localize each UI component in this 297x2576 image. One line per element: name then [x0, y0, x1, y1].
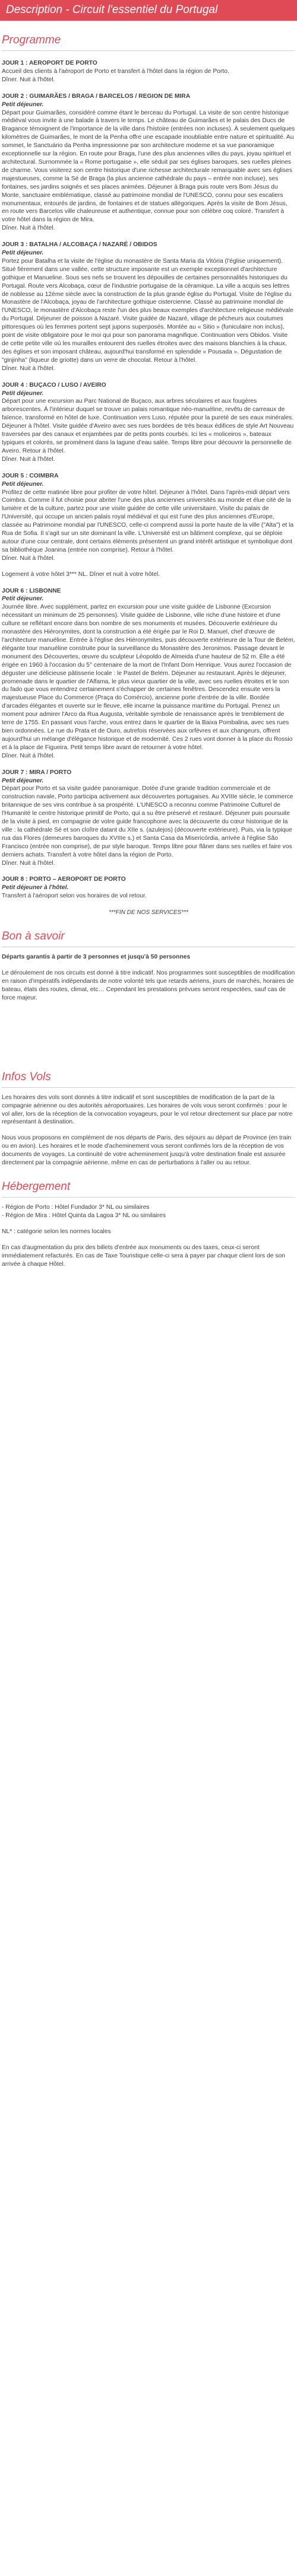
day-block	[2, 381, 295, 464]
hebergement-line: - Région de Porto : Hôtel Fundador 3* NL ou similaires	[2, 1203, 150, 1211]
day-description: Journée libre. Avec supplément, partez en excursion pour une visite guidée de Lisbonne (Excursion nécessitant un minimum de 25 personnes). Visite guidée de Lisbonne, ville riche d'une histoire et d'une culture se reflétant encore dans bon nombre de ses monuments et musées. Découverte extérieure du monastère des Hiéronymites, dont la construction a été érigée par le Roi D. Manuel, chef d'œuvre de l'architecture manuéline. Entrée à l'église des Hiéronymites, puis découverte extérieure de la Tour de Belém, élégante tour manuéline construite pour la surveillance du Monastère des Jeronimos. Passage devant le monument des Découvertes, œuvre du sculpteur Léopoldo de Almeida d'une hauteur de 52 m. Élle a été érigée en 1960 à l'occasion du 5° centenaire de la mort de l'Infant Dom Henrique. Vous aurez l'occasion de déguster une délicieuse pâtisserie locale : le Pastel de Belém. Déjeuner au restaurant. Après le déjeuner, promenade dans le quartier de l'Alfama, le plus vieux quartier de la ville, avec ses ruelles étroites et le son du fado que vous entendrez certainement s'échapper de certaines fenêtres. Descendez ensuite vers la majestueuse Place du Commerce (Praça do Comércio), ancienne porte d'entrée de la ville. Bordée d'arcades élégantes et ouverte sur le fleuve, elle incarne la puissance maritime du Portugal. Prenez un moment pour admirer l'Arco da Rua Augusta, véritable symbole de renaissance après le tremblement de terre de 1755. En passant vous l'arche, vous entrez dans le quartier de la Baixa Pombalina, avec ses rues bien ordonnées. Le rue du Prata et de Ouro, autrefois réservées aux orfèvres et aux changeurs, offrent aujourd'hui un mélange d'élégance historique et de modernité. Ces 2 rues vont donner à la place du Rossio et à la place de Figueira. Petit temps libre avant de retourner à votre hôtel.	[2, 604, 295, 751]
day-title: JOUR 8 : PORTO – AEROPORT DE PORTO	[2, 876, 126, 883]
day-dinner: Dîner. Nuit à l'hôtel.	[2, 456, 55, 463]
day-block	[2, 241, 295, 373]
day-block	[2, 587, 295, 760]
day-meal: Petit déjeuner.	[2, 480, 44, 488]
day-dinner: Dîner. Nuit à l'hôtel.	[2, 752, 55, 759]
hebergement-section	[2, 1203, 295, 1268]
day-meal: Petit déjeuner.	[2, 777, 44, 784]
day-dinner: Dîner. Nuit à l'hôtel.	[2, 365, 55, 372]
programme-heading: Programme	[2, 33, 295, 51]
day-block	[2, 93, 295, 233]
end-note: ***FIN DE NOS SERVICES***	[109, 909, 188, 916]
hebergement-heading: Hébergement	[2, 1179, 295, 1198]
bon-a-savoir-lead: Départs garantis à partir de 3 personnes et jusqu'à 50 personnes	[2, 954, 191, 961]
day-description: Départ pour Guimarães, considéré comme étant le berceau du Portugal. La visite de son centre historique médiéval vous invite à une balade à travers le temps. Le château de Guimarães et le palais des Ducs de Bragance témoignent de l'importance de la ville dans l'histoire (entrées non incluses). À seulement quelques kilomètres de Guimarães, le mont de la Penha offre une escapade inoubliable entre nature et spiritualité. Au sommet, le Sanctuário da Penha impressionne par son architecture moderne et sa vue panoramique exceptionnelle sur la région. En route pour Braga, l'une des plus anciennes villes du pays, joyau spirituel et architectural. Surnommée la « Rome portugaise », elle séduit par ses églises baroques, ses ruelles pleines de charme. Vous visiterez son centre historique d'une richesse architecturale remarquable avec ses églises majestueuses, comme la Sé de Braga (la plus ancienne cathédrale du pays – entrée non incluse), ses fontaines, ses jardins soignés et ses places animées. Déjeuner à Braga puis route vers Bom Jésus du Monte, sanctuaire emblématique, classé au patrimoine mondial de l'UNESCO, connu pour ses escaliers monumentaux, entourés de jardins, de fontaines et de statues allégoriques. Après la visite de Bom Jésus, en route vers Barcelos ville chaleureuse et authentique, connue pour son célèbre coq coloré. Transfert à votre hôtel dans la région de Mira.	[2, 109, 295, 224]
day-dinner: Dîner. Nuit à l'hôtel.	[2, 859, 55, 867]
day-description: Départ pour Porto et sa visite guidée panoramique. Dotée d'une grande tradition commerciale et de construction navale, Porto participa activement aux découvertes portugaises. Au XVIIIe siècle, le commerce britannique de ses vins contribue à sa prospérité. L'UNESCO a reconnu comme Patrimoine Culturel de l'Humanité le centre historique primitif de Porto, qui a su être préservé et restauré. Déjeuner puis poursuite de la visite à pied, en compagnie de votre guide francophone avec la découverte du cœur historique de la ville : la cathédrale Sé et son cloître datant du XIIe s. (azulejos) (découverte extérieure). Puis, via la typique rua das Flores (demeures baroques du XVIIIe s.) et Santa Casa da Misericórdia, arrivée à l'église São Francisco (entrée non comprise), de pur style baroque. Temps libre pour flâner dans ses ruelles et faire vos derniers achats. Transfert à votre hôtel dans la région de Porto.	[2, 785, 293, 858]
day-title: JOUR 5 : COIMBRA	[2, 472, 59, 479]
page-title: Description - Circuit l'essentiel du Portugal	[0, 0, 297, 21]
hebergement-line: En cas d'augmentation du prix des billets d'entrée aux monuments ou des taxes, ceux-ci seront immédiatement refacturés. En cas de Taxe Touristique celle-ci sera à payer par chaque client lors de son arrivée à chaque Hôtel.	[2, 1244, 285, 1268]
day-title: JOUR 3 : BATALHA / ALCOBAÇA / NAZARÉ / OBIDOS	[2, 241, 157, 249]
day-meal: Petit déjeuner à l'hôtel.	[2, 884, 69, 891]
day-extra: Logement à votre hôtel 3*** NL. Dîner et nuit à votre hôtel.	[2, 571, 160, 578]
day-title: JOUR 7 : MIRA / PORTO	[2, 769, 72, 776]
day-meal: Petit déjeuner.	[2, 101, 44, 108]
hebergement-line: - Région de Mira : Hôtel Quinta da Lagoa 3* NL ou similaires	[2, 1212, 166, 1219]
infos-vols-paragraph: Nous vous proposons en complément de nos départs de Paris, des séjours au départ de Province (en train ou en avion). Les horaires et le mode d'acheminement vous seront confirmés lors de la réception de vos documents de voyages. La continuité de votre acheminement jusqu'à votre destination finale est assurée directement par la compagnie aérienne, même en cas de perturbations à l'aller ou au retour.	[2, 1135, 292, 1167]
day-title: JOUR 4 : BUÇACO / LUSO / AVEIRO	[2, 381, 106, 389]
day-description: Départ pour une excursion au Parc National de Buçaco, aux arbres séculaires et aux fougères arborescentes. À l'intérieur duquel se trouve un palais romantique néo-manuéline, revêtu de carreaux de faïence, transformé en hôtel de luxe. Continuation vers Luso, réputée pour la pureté de ses eaux minérales. Déjeuner à l'hôtel. Visite guidée d'Aveiro avec ses rues bordées de très beaux édifices de style Art Nouveau traversées par des canaux et enjambées par de petits ponts courbés. Ici les « moliceiros », bateaux typiques et colorés, se promènent dans la lagune d'eau salée. Temps libre pour découvrir la personnelle de Aveiro. Retour à l'hôtel.	[2, 398, 294, 454]
day-description: Accueil des clients à l'aéroport de Porto et transfert à l'hôtel dans la région de Porto.	[2, 68, 229, 75]
days-list	[2, 59, 295, 900]
bon-a-savoir-heading: Bon à savoir	[2, 929, 295, 947]
page	[0, 0, 297, 1268]
infos-vols-section	[2, 1094, 295, 1167]
day-meal: Petit déjeuner.	[2, 596, 44, 603]
infos-vols-paragraph: Les horaires des vols sont donnés à titre indicatif et sont susceptibles de modification de la part de la compagnie aérienne ou des autorités aéroportuaires. Les horaires de vols vous seront confirmés : pour le vol aller, lors de la réception de la convocation voyageurs, pour le vol retour directement sur place par notre représentant à destination.	[2, 1094, 293, 1126]
day-title: JOUR 2 : GUIMARÃES / BRAGA / BARCELOS / REGION DE MIRA	[2, 93, 191, 100]
day-description: Transfert à l'aéroport selon vos horaires de vol retour.	[2, 893, 147, 900]
day-block	[2, 875, 295, 900]
day-description: Portez pour Batalha et la visite de l'église du monastère de Santa Maria da Vitória (l'église uniquement). Situé fièrement dans une vallée, cette structure imposante est un exemple exceptionnel d'architecture gothique et Manueline. Sous ses nefs se trouvent les dépouilles de certaines personnalités historiques du Portugal. Route vers Alcobaça, cœur de l'industrie portugaise de la céramique. La ville a acquis ses lettres de noblesse au 12ème siècle avec la construction de la plus grande église du Portugal. Visite de l'église du Monastère de l'Alcobaça, joyau de l'architecture gothique cistercienne. Classé au patrimoine mondial de l'UNESCO, le monastère d'Alcobaça reste l'un des plus beaux exemples d'architecture religieuse médiévale du Portugal. Déjeuner de poisson à Nazaré. Visite guidée de Nazaré, village de pêcheurs aux coutumes pittoresques où les femmes portent sept jupons superposés. Montée au « Sitio » (funiculaire non inclus), point de visite obligatoire pour le moi qui pour son panorama magnifique. Continuation vers Obidos. Visite de cette petite ville où les murailles entourent des ruelles étroites avec des maisons blanchies à la chaux, des églises et son imposant château, aujourd'hui transformé en splendide « Pousada ». Dégustation de "ginjinha" (liqueur de griotte) dans un verre de chocolat. Retour à l'hôtel.	[2, 257, 293, 364]
day-block	[2, 769, 295, 868]
day-meal: Petit déjeuner.	[2, 390, 44, 397]
day-meal: Petit déjeuner.	[2, 250, 44, 257]
content	[0, 33, 297, 1268]
bon-a-savoir-section	[2, 953, 295, 1002]
bon-a-savoir-text: Le déroulement de nos circuits est donné à titre indicatif. Nos programmes sont susceptibles de modification en raison d'impératifs indépendants de notre volonté tels que retards aériens, jours de marchés, horaires de bateau, états des routes, climat, etc… Cependant les prestations prévues seront respectées, sauf cas de force majeur.	[2, 970, 295, 1001]
spacer	[2, 1010, 295, 1058]
day-description: Profitez de cette matinée libre pour profiter de votre hôtel. Déjeuner à l'hôtel. Dans l'après-midi départ vers Coimbra. Comme il fut choisie pour abriter l'une des plus anciennes universités au monde et élue cité de la lumière et de la culture, partez pour une visite guidée de cette ville universitaire. Visite du palais de l'Université, qui occupe un ancien palais royal médiéval et qui est l'une des plus anciennes d'Europe, classée au Patrimoine mondial par l'UNESCO, celle-ci comprend aussi la porte haute de la ville ("Alta") et la Rua de Sofia. Il s'agit sur un site dominant la ville. L'Université est un bâtiment complexe, qui se déploie autour d'une cour centrale, dont certains éléments présentent un grand intérêt artistique et symbolique dont sa bibliothèque Joanina (entrée non comprise). Retour à l'hôtel.	[2, 489, 294, 553]
infos-vols-heading: Infos Vols	[2, 1069, 295, 1088]
hebergement-line: NL* : catégorie selon les normes locales	[2, 1228, 111, 1235]
day-dinner: Dîner. Nuit à l'hôtel.	[2, 76, 55, 83]
day-title: JOUR 1 : AEROPORT DE PORTO	[2, 60, 97, 66]
day-title: JOUR 6 : LISBONNE	[2, 587, 61, 594]
day-dinner: Dîner. Nuit à l'hôtel.	[2, 225, 55, 232]
day-block	[2, 59, 295, 84]
day-block	[2, 472, 295, 579]
day-dinner: Dîner. Nuit à l'hôtel.	[2, 555, 55, 562]
